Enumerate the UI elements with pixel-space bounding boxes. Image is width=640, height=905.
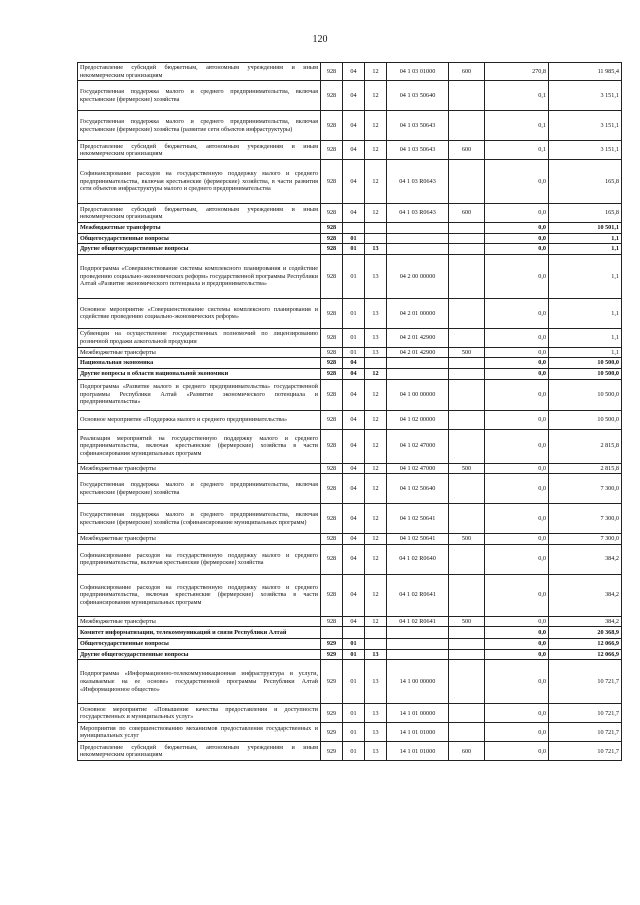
cell-admin: 928 <box>321 81 343 111</box>
cell-subsection: 12 <box>365 616 387 627</box>
cell-target-article: 04 1 03 50640 <box>387 81 449 111</box>
cell-amount-2: 1,1 <box>549 254 622 298</box>
table-row <box>78 160 622 204</box>
cell-subsection: 12 <box>365 63 387 81</box>
table-row <box>78 244 622 255</box>
cell-expense-type <box>449 328 485 347</box>
table-row <box>78 111 622 141</box>
cell-amount-2: 10 721,7 <box>549 742 622 761</box>
table-row <box>78 504 622 534</box>
table-row <box>78 742 622 761</box>
cell-amount-2: 7 300,0 <box>549 474 622 504</box>
cell-admin: 929 <box>321 649 343 660</box>
cell-amount-1: 0,0 <box>485 379 549 410</box>
cell-amount-2: 1,1 <box>549 328 622 347</box>
cell-amount-1: 0,0 <box>485 742 549 761</box>
table-row <box>78 368 622 379</box>
cell-target-article: 04 1 03 50643 <box>387 141 449 160</box>
cell-admin: 928 <box>321 204 343 223</box>
cell-amount-1: 0,1 <box>485 81 549 111</box>
cell-admin: 929 <box>321 704 343 723</box>
table-row <box>78 534 622 545</box>
cell-subsection: 12 <box>365 463 387 474</box>
cell-name: Предоставление субсидий бюджетным, автономным учреждениям и иным некоммерческим организациям <box>78 63 321 81</box>
cell-target-article <box>387 223 449 234</box>
cell-section: 04 <box>343 63 365 81</box>
budget-table <box>77 62 622 761</box>
table-row <box>78 141 622 160</box>
cell-name: Предоставление субсидий бюджетным, автономным учреждениям и иным некоммерческим организациям <box>78 204 321 223</box>
cell-name: Межбюджетные трансферты <box>78 223 321 234</box>
cell-subsection: 13 <box>365 649 387 660</box>
cell-subsection: 13 <box>365 347 387 358</box>
cell-subsection: 13 <box>365 660 387 704</box>
cell-admin: 928 <box>321 544 343 574</box>
cell-name: Предоставление субсидий бюджетным, автономным учреждениям и иным некоммерческим организациям <box>78 742 321 761</box>
cell-target-article: 04 2 01 42900 <box>387 347 449 358</box>
cell-admin: 928 <box>321 463 343 474</box>
cell-amount-2: 165,8 <box>549 160 622 204</box>
table-row <box>78 233 622 244</box>
cell-admin: 928 <box>321 616 343 627</box>
cell-expense-type <box>449 298 485 328</box>
cell-amount-1: 0,0 <box>485 474 549 504</box>
table-row <box>78 649 622 660</box>
cell-section: 04 <box>343 544 365 574</box>
cell-admin: 929 <box>321 742 343 761</box>
cell-expense-type: 600 <box>449 63 485 81</box>
cell-section: 01 <box>343 254 365 298</box>
cell-subsection: 13 <box>365 298 387 328</box>
table-row <box>78 347 622 358</box>
cell-amount-1: 0,0 <box>485 204 549 223</box>
cell-amount-2: 3 151,1 <box>549 81 622 111</box>
cell-section: 04 <box>343 81 365 111</box>
cell-section: 04 <box>343 463 365 474</box>
cell-section: 01 <box>343 660 365 704</box>
cell-subsection: 12 <box>365 504 387 534</box>
cell-amount-2: 12 066,9 <box>549 649 622 660</box>
cell-expense-type <box>449 379 485 410</box>
cell-expense-type: 600 <box>449 204 485 223</box>
cell-target-article: 14 1 01 01000 <box>387 742 449 761</box>
cell-subsection: 12 <box>365 368 387 379</box>
cell-target-article: 14 1 01 01000 <box>387 723 449 742</box>
cell-subsection: 12 <box>365 160 387 204</box>
cell-expense-type <box>449 627 485 639</box>
cell-subsection: 13 <box>365 244 387 255</box>
cell-amount-2: 10 721,7 <box>549 723 622 742</box>
cell-subsection: 12 <box>365 574 387 616</box>
cell-expense-type <box>449 254 485 298</box>
cell-admin: 928 <box>321 358 343 369</box>
cell-section: 04 <box>343 616 365 627</box>
cell-section <box>343 627 365 639</box>
cell-expense-type <box>449 504 485 534</box>
cell-section: 04 <box>343 474 365 504</box>
cell-subsection <box>365 223 387 234</box>
cell-amount-2: 10 500,0 <box>549 410 622 429</box>
cell-amount-1: 0,0 <box>485 574 549 616</box>
cell-target-article: 04 1 02 R0640 <box>387 544 449 574</box>
cell-section: 01 <box>343 639 365 650</box>
cell-subsection <box>365 639 387 650</box>
cell-name: Основное мероприятие «Поддержка малого и среднего предпринимательства» <box>78 410 321 429</box>
cell-subsection <box>365 233 387 244</box>
table-row <box>78 81 622 111</box>
cell-amount-1: 0,0 <box>485 660 549 704</box>
cell-admin: 928 <box>321 410 343 429</box>
cell-expense-type <box>449 649 485 660</box>
cell-expense-type: 500 <box>449 616 485 627</box>
cell-name: Государственная поддержка малого и среднего предпринимательства, включая крестьянские (фермерские) хозяйства <box>78 81 321 111</box>
cell-subsection: 12 <box>365 141 387 160</box>
cell-expense-type <box>449 81 485 111</box>
table-row <box>78 204 622 223</box>
cell-target-article <box>387 233 449 244</box>
cell-amount-1: 0,0 <box>485 704 549 723</box>
cell-amount-2: 384,2 <box>549 574 622 616</box>
cell-section: 04 <box>343 368 365 379</box>
cell-expense-type <box>449 233 485 244</box>
cell-name: Общегосударственные вопросы <box>78 639 321 650</box>
cell-admin: 928 <box>321 63 343 81</box>
cell-section: 04 <box>343 429 365 463</box>
cell-admin: 928 <box>321 254 343 298</box>
table-row <box>78 574 622 616</box>
cell-expense-type <box>449 244 485 255</box>
cell-name: Межбюджетные трансферты <box>78 463 321 474</box>
cell-amount-1: 0,0 <box>485 298 549 328</box>
cell-subsection <box>365 627 387 639</box>
cell-expense-type <box>449 429 485 463</box>
cell-amount-1: 0,0 <box>485 368 549 379</box>
cell-section: 04 <box>343 574 365 616</box>
cell-amount-1: 0,0 <box>485 244 549 255</box>
cell-target-article: 04 1 02 R0641 <box>387 574 449 616</box>
cell-admin: 928 <box>321 328 343 347</box>
cell-target-article: 04 1 02 R0641 <box>387 616 449 627</box>
cell-amount-1: 0,0 <box>485 254 549 298</box>
cell-amount-2: 2 815,8 <box>549 429 622 463</box>
cell-amount-1: 0,0 <box>485 347 549 358</box>
cell-amount-2: 10 500,0 <box>549 368 622 379</box>
cell-target-article: 04 1 03 01000 <box>387 63 449 81</box>
cell-target-article: 04 1 00 00000 <box>387 379 449 410</box>
cell-admin: 928 <box>321 233 343 244</box>
cell-name: Софинансирование расходов на государственную поддержку малого и среднего предпринимательства, включая крестьянские (фермерские) хозяйства, в части развития сети объектов инфраструктуры малого и среднего предпринимательства <box>78 160 321 204</box>
table-row <box>78 639 622 650</box>
cell-admin <box>321 627 343 639</box>
cell-subsection: 12 <box>365 544 387 574</box>
cell-expense-type <box>449 223 485 234</box>
cell-name: Другие общегосударственные вопросы <box>78 649 321 660</box>
cell-amount-1: 0,0 <box>485 504 549 534</box>
cell-subsection: 12 <box>365 81 387 111</box>
cell-amount-1: 0,0 <box>485 233 549 244</box>
cell-amount-2: 7 300,0 <box>549 504 622 534</box>
cell-section: 01 <box>343 233 365 244</box>
cell-amount-2: 2 815,8 <box>549 463 622 474</box>
cell-amount-1: 0,1 <box>485 141 549 160</box>
cell-target-article: 04 1 02 50641 <box>387 504 449 534</box>
cell-section: 01 <box>343 244 365 255</box>
cell-name: Предоставление субсидий бюджетным, автономным учреждениям и иным некоммерческим организациям <box>78 141 321 160</box>
cell-target-article: 04 1 03 R0643 <box>387 160 449 204</box>
cell-name: Общегосударственные вопросы <box>78 233 321 244</box>
cell-name: Подпрограмма «Развитие малого и среднего предпринимательства» государственной программы Республики Алтай «Развитие экономического потенциала и предпринимательства» <box>78 379 321 410</box>
cell-target-article <box>387 639 449 650</box>
cell-amount-2: 20 368,9 <box>549 627 622 639</box>
cell-amount-2: 384,2 <box>549 544 622 574</box>
cell-target-article: 04 1 02 00000 <box>387 410 449 429</box>
cell-amount-1: 0,0 <box>485 410 549 429</box>
cell-expense-type: 500 <box>449 463 485 474</box>
cell-name: Софинансирование расходов на государственную поддержку малого и среднего предпринимательства, включая крестьянские (фермерские) хозяйства <box>78 544 321 574</box>
cell-section: 01 <box>343 328 365 347</box>
cell-target-article <box>387 627 449 639</box>
cell-amount-2: 7 300,0 <box>549 534 622 545</box>
cell-amount-1: 270,8 <box>485 63 549 81</box>
cell-amount-1: 0,0 <box>485 639 549 650</box>
cell-amount-2: 384,2 <box>549 616 622 627</box>
table-row <box>78 723 622 742</box>
cell-section: 04 <box>343 141 365 160</box>
cell-admin: 928 <box>321 429 343 463</box>
cell-admin: 928 <box>321 347 343 358</box>
cell-expense-type <box>449 368 485 379</box>
cell-subsection: 13 <box>365 254 387 298</box>
cell-amount-2: 3 151,1 <box>549 141 622 160</box>
table-row <box>78 429 622 463</box>
cell-target-article: 04 1 02 50640 <box>387 474 449 504</box>
table-row <box>78 660 622 704</box>
cell-target-article <box>387 244 449 255</box>
cell-subsection: 12 <box>365 111 387 141</box>
cell-name: Другие общегосударственные вопросы <box>78 244 321 255</box>
cell-expense-type: 600 <box>449 141 485 160</box>
cell-expense-type <box>449 704 485 723</box>
cell-subsection: 12 <box>365 410 387 429</box>
cell-admin: 928 <box>321 298 343 328</box>
cell-name: Национальная экономика <box>78 358 321 369</box>
cell-subsection: 12 <box>365 534 387 545</box>
cell-amount-1: 0,0 <box>485 534 549 545</box>
cell-expense-type: 500 <box>449 347 485 358</box>
cell-name: Софинансирование расходов на государственную поддержку малого и среднего предпринимательства, включая крестьянские (фермерские) хозяйства в части софинансирования муниципальных программ <box>78 574 321 616</box>
cell-expense-type <box>449 410 485 429</box>
cell-target-article <box>387 358 449 369</box>
cell-subsection: 12 <box>365 204 387 223</box>
cell-subsection: 12 <box>365 474 387 504</box>
table-row <box>78 328 622 347</box>
cell-amount-2: 3 151,1 <box>549 111 622 141</box>
cell-amount-1: 0,0 <box>485 358 549 369</box>
cell-expense-type <box>449 723 485 742</box>
cell-amount-2: 10 500,0 <box>549 379 622 410</box>
cell-target-article: 04 1 03 50643 <box>387 111 449 141</box>
cell-target-article <box>387 649 449 660</box>
cell-section: 01 <box>343 298 365 328</box>
cell-target-article <box>387 368 449 379</box>
cell-amount-1: 0,0 <box>485 463 549 474</box>
cell-amount-1: 0,0 <box>485 544 549 574</box>
cell-subsection: 13 <box>365 723 387 742</box>
cell-amount-2: 10 721,7 <box>549 660 622 704</box>
cell-expense-type <box>449 474 485 504</box>
cell-admin: 928 <box>321 160 343 204</box>
table-row <box>78 410 622 429</box>
cell-amount-1: 0,0 <box>485 223 549 234</box>
cell-name: Комитет информатизации, телекоммуникаций и связи Республики Алтай <box>78 627 321 639</box>
table-row <box>78 254 622 298</box>
cell-admin: 928 <box>321 244 343 255</box>
cell-name: Основное мероприятие «Повышение качества предоставления и доступности государственных и муниципальных услуг» <box>78 704 321 723</box>
cell-subsection: 13 <box>365 328 387 347</box>
table-row <box>78 474 622 504</box>
cell-amount-2: 1,1 <box>549 347 622 358</box>
cell-admin: 928 <box>321 574 343 616</box>
cell-section: 01 <box>343 649 365 660</box>
cell-amount-2: 12 066,9 <box>549 639 622 650</box>
cell-amount-1: 0,0 <box>485 429 549 463</box>
cell-expense-type <box>449 111 485 141</box>
cell-name: Подпрограмма «Совершенствование системы комплексного планирования и содействие проведению социально-экономических реформ» государственной программы Республики Алтай «Развитие экономического потенциала и предпринимательства» <box>78 254 321 298</box>
cell-section: 04 <box>343 379 365 410</box>
cell-amount-1: 0,0 <box>485 649 549 660</box>
cell-target-article: 04 1 03 R0643 <box>387 204 449 223</box>
cell-section: 04 <box>343 534 365 545</box>
page-number: 120 <box>312 34 328 45</box>
cell-amount-2: 10 500,0 <box>549 358 622 369</box>
table-row <box>78 463 622 474</box>
cell-expense-type <box>449 544 485 574</box>
cell-subsection: 12 <box>365 379 387 410</box>
cell-amount-1: 0,0 <box>485 616 549 627</box>
cell-amount-2: 11 985,4 <box>549 63 622 81</box>
cell-name: Мероприятия по совершенствованию механизмов предоставления государственных и муниципальных услуг <box>78 723 321 742</box>
cell-target-article: 04 2 01 42900 <box>387 328 449 347</box>
cell-amount-2: 10 721,7 <box>549 704 622 723</box>
cell-section: 01 <box>343 723 365 742</box>
cell-expense-type <box>449 358 485 369</box>
cell-admin: 928 <box>321 504 343 534</box>
cell-admin: 928 <box>321 141 343 160</box>
cell-admin: 929 <box>321 723 343 742</box>
cell-section: 04 <box>343 504 365 534</box>
cell-amount-1: 0,0 <box>485 627 549 639</box>
cell-expense-type <box>449 660 485 704</box>
table-row <box>78 544 622 574</box>
cell-section <box>343 223 365 234</box>
table-row <box>78 379 622 410</box>
cell-target-article: 04 1 02 50641 <box>387 534 449 545</box>
cell-subsection: 12 <box>365 429 387 463</box>
cell-subsection: 13 <box>365 742 387 761</box>
cell-target-article: 04 1 02 47000 <box>387 463 449 474</box>
cell-amount-1: 0,0 <box>485 328 549 347</box>
cell-name: Другие вопросы в области национальной экономики <box>78 368 321 379</box>
table-row <box>78 627 622 639</box>
cell-admin: 928 <box>321 379 343 410</box>
cell-target-article: 14 1 01 00000 <box>387 704 449 723</box>
cell-expense-type <box>449 639 485 650</box>
cell-amount-1: 0,1 <box>485 111 549 141</box>
table-row <box>78 616 622 627</box>
cell-name: Субвенции на осуществление государственных полномочий по лицензированию розничной продажи алкогольной продукции <box>78 328 321 347</box>
cell-section: 01 <box>343 704 365 723</box>
cell-expense-type: 500 <box>449 534 485 545</box>
table-row <box>78 298 622 328</box>
cell-subsection: 13 <box>365 704 387 723</box>
cell-admin: 928 <box>321 223 343 234</box>
cell-name: Реализация мероприятий на государственную поддержку малого и среднего предпринимательства, включая крестьянские (фермерские) хозяйства в части софинансирования муниципальных программ <box>78 429 321 463</box>
cell-admin: 928 <box>321 474 343 504</box>
cell-amount-2: 165,8 <box>549 204 622 223</box>
cell-name: Межбюджетные трансферты <box>78 616 321 627</box>
cell-admin: 928 <box>321 534 343 545</box>
cell-amount-1: 0,0 <box>485 723 549 742</box>
cell-name: Межбюджетные трансферты <box>78 347 321 358</box>
cell-amount-1: 0,0 <box>485 160 549 204</box>
cell-subsection <box>365 358 387 369</box>
cell-expense-type: 600 <box>449 742 485 761</box>
cell-admin: 928 <box>321 111 343 141</box>
cell-admin: 929 <box>321 639 343 650</box>
cell-section: 04 <box>343 204 365 223</box>
table-row <box>78 358 622 369</box>
table-row <box>78 704 622 723</box>
cell-name: Межбюджетные трансферты <box>78 534 321 545</box>
cell-target-article: 04 1 02 47000 <box>387 429 449 463</box>
cell-section: 04 <box>343 410 365 429</box>
cell-amount-2: 10 501,1 <box>549 223 622 234</box>
cell-section: 01 <box>343 742 365 761</box>
cell-amount-2: 1,1 <box>549 298 622 328</box>
cell-expense-type <box>449 160 485 204</box>
cell-amount-2: 1,1 <box>549 244 622 255</box>
cell-amount-2: 1,1 <box>549 233 622 244</box>
cell-target-article: 14 1 00 00000 <box>387 660 449 704</box>
cell-name: Основное мероприятие «Совершенствование системы комплексного планирования и содействие проведению социально-экономических реформ» <box>78 298 321 328</box>
cell-name: Государственная поддержка малого и среднего предпринимательства, включая крестьянские (фермерские) хозяйства (развитие сети объектов инфраструктуры) <box>78 111 321 141</box>
cell-name: Подпрограмма «Информационно-телекоммуникационная инфраструктура и услуги, оказываемые на ее основе» государственной программы Республики Алтай «Информационное общество» <box>78 660 321 704</box>
cell-section: 04 <box>343 358 365 369</box>
cell-section: 04 <box>343 160 365 204</box>
table-row <box>78 223 622 234</box>
cell-target-article: 04 2 01 00000 <box>387 298 449 328</box>
cell-name: Государственная поддержка малого и среднего предпринимательства, включая крестьянские (фермерские) хозяйства <box>78 474 321 504</box>
table-row <box>78 63 622 81</box>
cell-expense-type <box>449 574 485 616</box>
cell-target-article: 04 2 00 00000 <box>387 254 449 298</box>
cell-section: 04 <box>343 111 365 141</box>
cell-section: 01 <box>343 347 365 358</box>
cell-name: Государственная поддержка малого и среднего предпринимательства, включая крестьянские (фермерские) хозяйства (софинансирование муниципальных программ) <box>78 504 321 534</box>
cell-admin: 929 <box>321 660 343 704</box>
cell-admin: 928 <box>321 368 343 379</box>
